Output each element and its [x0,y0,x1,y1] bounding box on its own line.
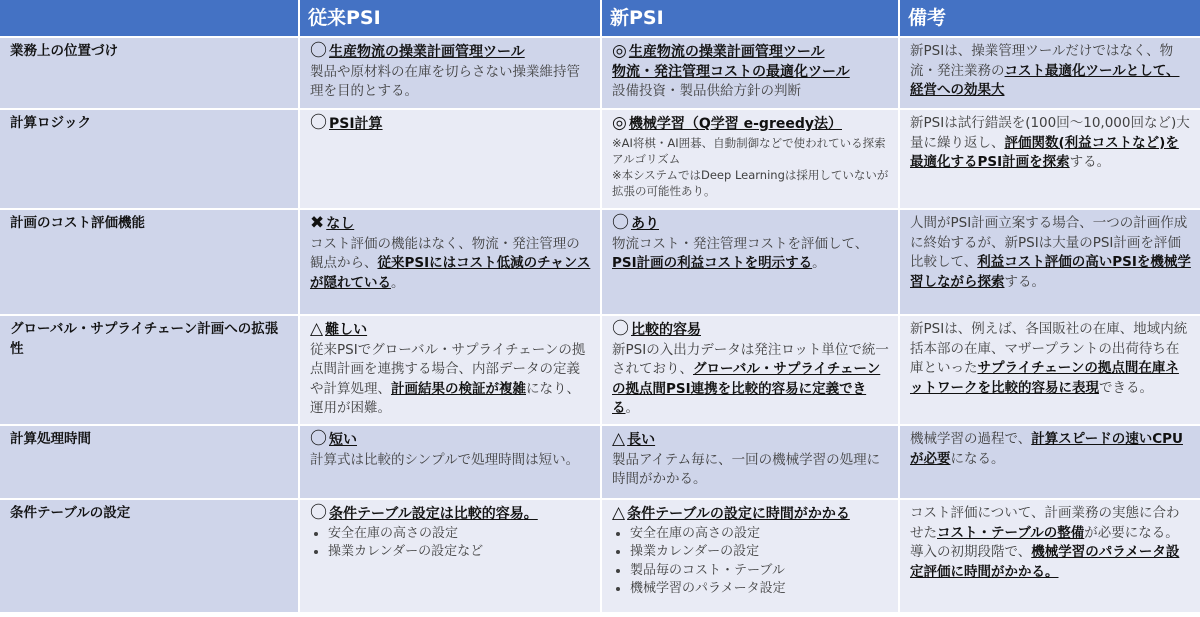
row-label-text: 業務上の位置づけ [10,43,118,59]
remark-cell [900,426,1200,498]
triangle-mark-icon: △ [612,503,626,523]
new-title [612,114,890,135]
new-body-end: 。 [812,255,826,271]
legacy-title-text: 生産物流の操業計画管理ツール [329,44,525,60]
list-item: • 機械学習のパラメータ設定 [630,580,890,599]
new-title-text: 条件テーブルの設定に時間がかかる [627,506,850,522]
legacy-title-text: なし [326,216,355,232]
row-label [0,316,298,424]
circle-mark-icon: 〇 [310,113,327,133]
legacy-cell [300,500,600,612]
remark-text: 新PSIは試行錯誤を(100回～10,000回など)大量に繰り返し、 [910,115,1190,151]
legacy-title [310,320,592,341]
legacy-body-end: 。 [391,274,405,291]
remark-text-end: する。 [1004,273,1045,290]
header-new-psi: 新PSI [602,0,898,36]
header-blank [0,0,298,36]
new-emphasis: PSI計画の利益コストを明示する [612,255,813,271]
new-title-text: 機械学習（Q学習 e-greedy法） [628,116,842,132]
circle-mark-icon: 〇 [310,503,327,523]
remark-cell [900,110,1200,208]
remark-cell [900,38,1200,108]
remark-cell [900,316,1200,424]
remark-text: 新PSIは、例えば、各国販社の在庫、地域内統括本部の在庫、マザープラントの出荷待ち在庫といった [910,321,1188,376]
remark-text-end: する。 [1069,154,1111,170]
triangle-mark-icon: △ [612,429,626,449]
new-cell [602,500,898,612]
legacy-cell [300,316,600,424]
new-bullet-list [612,525,890,599]
row-label-text: 計算処理時間 [10,431,91,447]
new-note-2: ※本システムではDeep Learningは採用していないが拡張の可能性あり。 [612,167,889,198]
legacy-bullet-list [310,525,592,562]
list-item: • 安全在庫の高さの設定 [630,525,890,544]
remark-text-end: になる。 [950,450,1005,467]
legacy-cell [300,38,600,108]
circle-mark-icon: 〇 [310,41,327,61]
list-item: • 操業カレンダーの設定など [328,543,592,562]
new-title [612,504,890,525]
remark-text: 新PSIは、操業管理ツールだけではなく、物流・発注業務の [910,43,1174,79]
remark-text-end: できる。 [1099,379,1153,396]
double-circle-mark-icon: ◎ [612,113,627,133]
legacy-cell [300,426,600,498]
new-cell [602,210,898,314]
legacy-body: 計算式は比較的シンプルで処理時間は短い。 [310,451,580,468]
remark-emphasis: 利益コスト評価の高いPSIを機械学習しながら探索 [910,254,1191,290]
new-title [612,320,890,341]
remark-text: コスト評価について、計画業務の実態に合わせた [910,505,1180,541]
new-title-text: あり [631,216,659,232]
new-body-end: 。 [625,400,639,416]
new-title [612,214,890,235]
remark-text-2: 導入の初期段階で、 [910,544,1032,560]
legacy-title [310,42,592,63]
new-title-text: 生産物流の操業計画管理ツール [628,44,825,60]
new-cell [602,426,898,498]
legacy-title [310,114,592,135]
row-label-text: 計算ロジック [10,115,91,131]
new-body: 物流コスト・発注管理コストを評価して、 [612,235,869,252]
remark-emphasis: コスト最適化ツールとして、経営への効果大 [910,62,1180,98]
circle-mark-icon: 〇 [612,319,629,339]
legacy-title-text: 短い [329,432,357,448]
remark-emphasis: 計算スピードの速いCPUが必要 [910,431,1183,467]
new-body: 設備投資・製品供給方針の判断 [612,83,801,99]
new-title [612,42,890,63]
row-label-text: 条件テーブルの設定 [10,505,131,521]
new-body: 製品アイテム毎に、一回の機械学習の処理に時間がかかる。 [612,451,881,487]
new-note-1: ※AI将棋・AI囲碁、自動制御などで使われている探索アルゴリズム [612,135,886,166]
legacy-body-end: になり、運用が困難。 [310,380,580,416]
circle-mark-icon: 〇 [310,429,327,449]
legacy-cell [300,110,600,208]
legacy-title-text: 難しい [325,322,368,338]
row-label-text: 計画のコスト評価機能 [10,215,145,231]
legacy-emphasis: 従来PSIにはコスト低減のチャンスが隠れている [310,255,591,291]
remark-emphasis: コスト・テーブルの整備 [937,524,1085,541]
new-cell [602,38,898,108]
remark-emphasis-2: 機械学習のパラメータ設定評価に時間がかかる。 [910,544,1180,580]
remark-text: 機械学習の過程で、 [910,431,1032,447]
remark-emphasis: サプライチェーンの拠点間在庫ネットワークを比較的容易に表現 [910,360,1179,396]
new-title-text: 長い [627,432,656,448]
row-label [0,210,298,314]
row-label [0,38,298,108]
legacy-cell [300,210,600,314]
new-cell [602,316,898,424]
remark-cell [900,500,1200,612]
legacy-emphasis: 計画結果の検証が複雑 [391,380,526,397]
row-label [0,500,298,612]
legacy-title [310,504,592,525]
header-remarks: 備考 [900,0,1200,36]
list-item: • 操業カレンダーの設定 [630,543,890,562]
new-body: 新PSIの入出力データは発注ロット単位で統一されており、 [612,341,889,377]
header-legacy-psi: 従来PSI [300,0,600,36]
circle-mark-icon: 〇 [612,213,629,233]
legacy-body: 従来PSIでグローバル・サプライチェーンの拠点間計画を連携する場合、内部データの定義や計算処理、 [310,341,586,397]
legacy-title-text: 条件テーブル設定は比較的容易 [329,506,524,522]
new-title-2: 物流・発注管理コストの最適化ツール [612,63,850,80]
row-label-text: グローバル・サプライチェーン計画への拡張性 [10,321,279,357]
remark-text: 人間がPSI計画立案する場合、一つの計画作成に終始するが、新PSIは大量のPSI計画を評価比較して、 [910,215,1188,270]
cross-mark-icon: ✖ [310,213,325,233]
new-title-text: 比較的容易 [631,322,701,338]
row-label [0,110,298,208]
double-circle-mark-icon: ◎ [612,41,627,61]
list-item: • 製品毎のコスト・テーブル [630,562,890,581]
legacy-title [310,214,592,235]
legacy-title-text: PSI計算 [329,116,383,132]
list-item: • 安全在庫の高さの設定 [328,525,592,544]
new-cell [602,110,898,208]
new-title [612,430,890,451]
remark-cell [900,210,1200,314]
legacy-body: 製品や原材料の在庫を切らさない操業維持管理を目的とする。 [310,63,580,99]
row-label [0,426,298,498]
triangle-mark-icon: △ [310,319,324,339]
remark-emphasis: 評価関数(利益コストなど)を最適化するPSI計画を探索 [910,134,1179,170]
legacy-title-end: 。 [523,506,538,522]
legacy-body: コスト評価の機能はなく、物流・発注管理の観点から、 [310,235,580,271]
new-emphasis: グローバル・サプライチェーンの拠点間PSI連携を比較的容易に定義できる [612,361,881,416]
remark-text-end: が必要になる。 [1084,524,1179,541]
legacy-title [310,430,592,451]
